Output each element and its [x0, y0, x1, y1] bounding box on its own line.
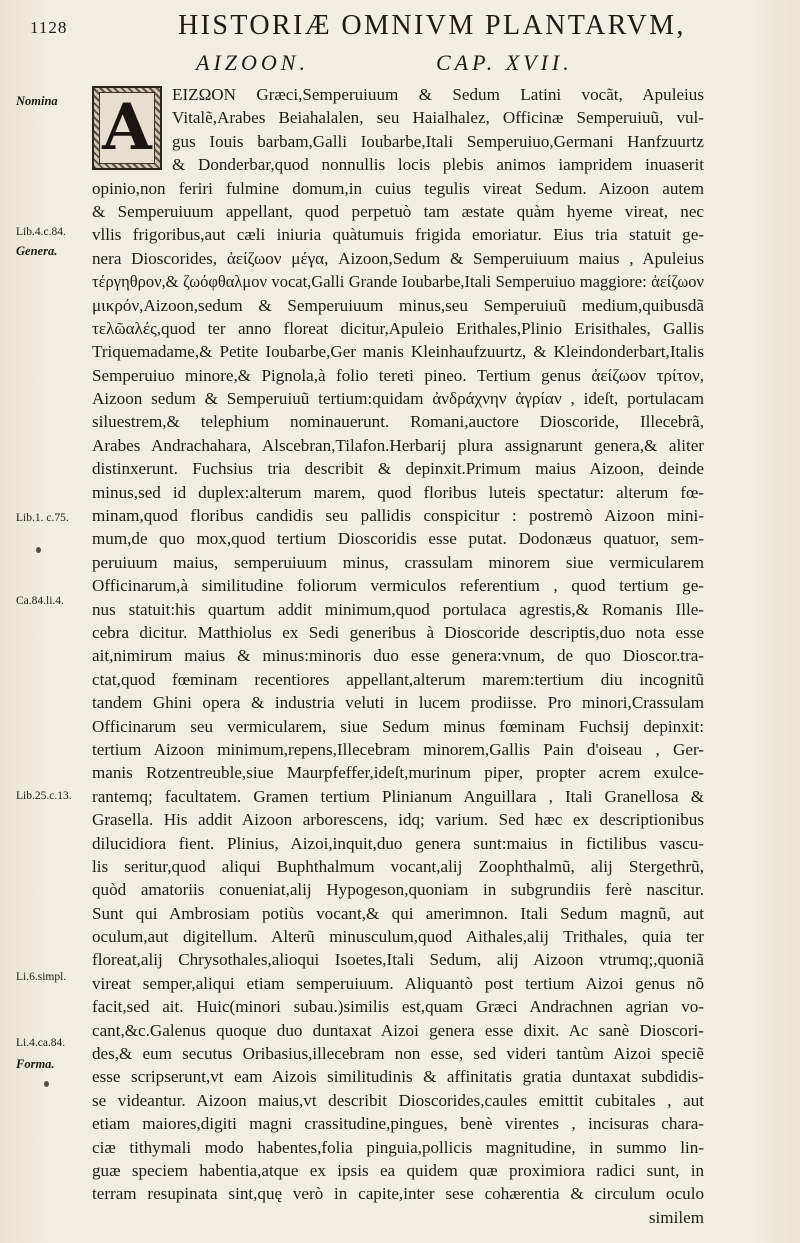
text-line: EIZΩON Græci,Semperuiuum & Sedum Latini vocãt, Apuleius	[172, 85, 704, 104]
text-line: tertium Aizoon minimum,repens,Illecebram minorem,Gallis Pain d'oiseau , Ger-	[92, 739, 704, 759]
text-line: Sunt qui Ambrosiam potiùs vocant,& qui amerimnon. Itali Sedum magnũ, aut	[92, 903, 704, 923]
margin-note-reference: Li.4.ca.84.	[16, 1037, 66, 1049]
text-line: oculum,aut digitellum. Alterũ minusculum,quod Aithales,alij Trithales, quia ter	[92, 927, 704, 947]
text-line: Semperuiuo minore,& Pignola,à folio tereti pineo. Tertium genus ἀείζωον τρίτον,	[92, 365, 704, 385]
running-head	[0, 10, 800, 44]
text-line: Officinarum seu vermicularem, siue Sedum minus fœminam Fuchsij depinxit:	[92, 716, 704, 736]
margin-note-reference: Lib.4.c.84.	[16, 226, 66, 238]
text-line: ctat,quod fœminam recentiores appellant,alterum marem:tertium diu incognitũ	[92, 669, 704, 689]
text-line: vireat semper,aliqui etiam semperuiuum. Aliquantò post tertium Aizoi genus nõ	[92, 973, 704, 993]
text-line: vllis frigoribus,aut cæli iniuria quàtumuis frigida emoriatur. Eius tria statuit ge-	[92, 225, 704, 245]
text-line: esse scripserunt,vt eam Aizois similitudinis & affinitatis gratia duntaxat subdidis-	[92, 1067, 704, 1087]
text-line: & Donderbar,quod nonnullis locis plebis animos iampridem inuaserit	[172, 155, 704, 175]
ink-speck	[44, 1081, 49, 1087]
body-text	[92, 83, 704, 1229]
text-line: dilucidiora fient. Plinius, Aizoi,inquit,duo genera sunt:maius in fictilibus vascu-	[92, 833, 704, 853]
margin-note-reference: Lib.25.c.13.	[16, 790, 72, 802]
text-line: floreat,alij Chrysothales,alioqui Isoetes,Itali Sedum, alij Aizoon vtrumq;,quoniã	[92, 950, 704, 970]
text-line: distinxerunt. Fuchsius tria describit & depinxit.Primum maius Aizoon, deinde	[92, 459, 704, 479]
text-line: manis Rotzentreuble,siue Maurpfeffer,ideſt,murinum piper, propter acrem exulce-	[92, 763, 704, 783]
chapter-number: CAP. XVII.	[436, 50, 573, 75]
initial-letter: A	[102, 90, 152, 165]
text-line: guæ speciem habentia,atque ex ipsis ea quidem quæ proximiora radici sunt, in	[92, 1160, 704, 1180]
text-line: nus statuit:his quartum addit minimum,quod portulaca agrestis,& Romanis Ille-	[92, 599, 704, 619]
text-line: tandem Ghini opera & industria veluti in lucem prodiisse. Pro minori,Crassulam	[92, 693, 704, 713]
text-line: cebra dicitur. Matthiolus ex Sedi generibus à Dioscoride descriptis,duo nota esse	[92, 622, 704, 642]
text-line: rantemq; facultatem. Gramen tertium Plinianum Anguillara , Itali Granellosa &	[92, 786, 704, 806]
text-line: Vitalẽ,Arabes Beiahalalen, seu Haialhalez, Officinæ Semperuiuũ, vul-	[172, 108, 704, 128]
margin-note-reference: Ca.84.li.4.	[16, 595, 64, 607]
text-line: siluestrem,& telephium nominauerunt. Romani,auctore Dioscoride, Illecebrã,	[92, 412, 704, 432]
text-line: μικρόν,Aizoon,sedum & Semperuiuum minus,seu Semperuiuũ medium,quibusdã	[92, 295, 704, 315]
text-line: mum,de quo mox,quod tertium Dioscoridis esse putat. Dodonæus quatuor, sem-	[92, 529, 704, 549]
text-line: des,& eum secutus Oribasius,illecebram non esse, sed videri tantùm Aizoi speciẽ	[92, 1044, 704, 1064]
text-line: ait,nimirum maius & minus:minoris duo esse genera:vnum, de quo Dioscor.tra-	[92, 646, 704, 666]
text-line: lis seritur,quod aliqui Buphthalmum vocant,alij Zoophthalmũ, alij Stergethrũ,	[92, 856, 704, 876]
text-line: facit,sed ait. Huic(minori subau.)similis est,quam Græci Andrachnen agrian vo-	[92, 997, 704, 1017]
text-line: ciæ tithymali modo habentes,folia pinguia,pollicis magnitudine, in summo lin-	[92, 1137, 704, 1157]
margin-note-forma: Forma.	[16, 1057, 55, 1071]
margin-note-genera: Genera.	[16, 244, 58, 258]
text-line: minam,quod floribus candidis seu pallidis conspicitur : postremò Aizoon mini-	[92, 506, 704, 526]
text-line: τελῶαλές,quod ter anno floreat dicitur,Apuleio Erithales,Plinio Erisithales, Gallis	[92, 318, 704, 338]
text-line: terram resupinata sint,quę verò in capite,inter sese cohærentia & circulum oculo	[92, 1184, 704, 1204]
chapter-name: AIZOON.	[196, 50, 309, 75]
text-line: Aizoon sedum & Semperuiuũ tertium:quidam ἀνδράχνην ἀγρίαν , ideſt, portulacam	[92, 389, 704, 409]
margin-note-reference: Lib.1. c.75.	[16, 512, 69, 524]
text-line: Officinarum,à similitudine foliorum vermiculos referentium , quod tertium ge-	[92, 576, 704, 596]
chapter-heading	[0, 50, 800, 80]
text-line: Arabes Andrachahara, Alscebran,Tilafon.Herbarij plura assignarunt genera,& aliter	[92, 435, 704, 455]
text-line: Triquemadame,& Petite Ioubarbe,Ger manis Kleinhaufzuurtz, & Kleindonderbart,Italis	[92, 342, 704, 362]
text-line: Grasella. His addit Aizoon arborescens, idq; varium. Sed hæc ex descriptionibus	[92, 810, 704, 830]
text-line: τέργηθρον,& ζωόφθαλμον vocat,Galli Grande Ioubarbe,Itali Semperuiuo maggiore: ἀείζωον	[92, 272, 704, 292]
margin-note-nomina: Nomina	[16, 94, 58, 108]
text-line: gus Iouis barbam,Galli Ioubarbe,Itali Semperuiuo,Germani Hanfzuurtz	[172, 131, 704, 151]
text-line: opinio,non feriri fulmine domum,in cuius tegulis vireat Sedum. Aizoon autem	[92, 178, 704, 198]
text-line: se videantur. Aizoon maius,vt describit Dioscorides,caules emittit cubitales , aut	[92, 1090, 704, 1110]
text-line: similem	[648, 1207, 704, 1227]
page-number: 1128	[30, 18, 68, 37]
text-line: cant,&c.Galenus quoque duo duntaxat Aizoi genera esse dixit. Ac sanè Dioscori-	[92, 1020, 704, 1040]
text-line: minus,sed id duplex:alterum marem, quod floribus luteis spectatur: alterum fœ-	[92, 482, 704, 502]
ink-speck	[36, 547, 41, 553]
margin-note-reference: Li.6.simpl.	[16, 971, 67, 983]
text-line: & Semperuiuum appellant, quod perpetuò tam æstate quàm hyeme vireat, nec	[92, 201, 704, 221]
running-title: HISTORIÆ OMNIVM PLANTARVM,	[178, 10, 686, 41]
text-line: etiam maiores,digiti magni crassitudine,pingues, benè virentes , incisuras chara-	[92, 1114, 704, 1134]
text-line: quòd amatoriis conueniat,alij Hypogeson,quoniam in subgrundiis ferè nascitur.	[92, 880, 704, 900]
text-line: peruiuum maius, semperuiuum minus, crassulam minorem siue vermicularem	[92, 552, 704, 572]
text-line: nera Dioscorides, ἀείζωον μέγα, Aizoon,Sedum & Semperuiuum maius , Apuleius	[92, 248, 704, 268]
